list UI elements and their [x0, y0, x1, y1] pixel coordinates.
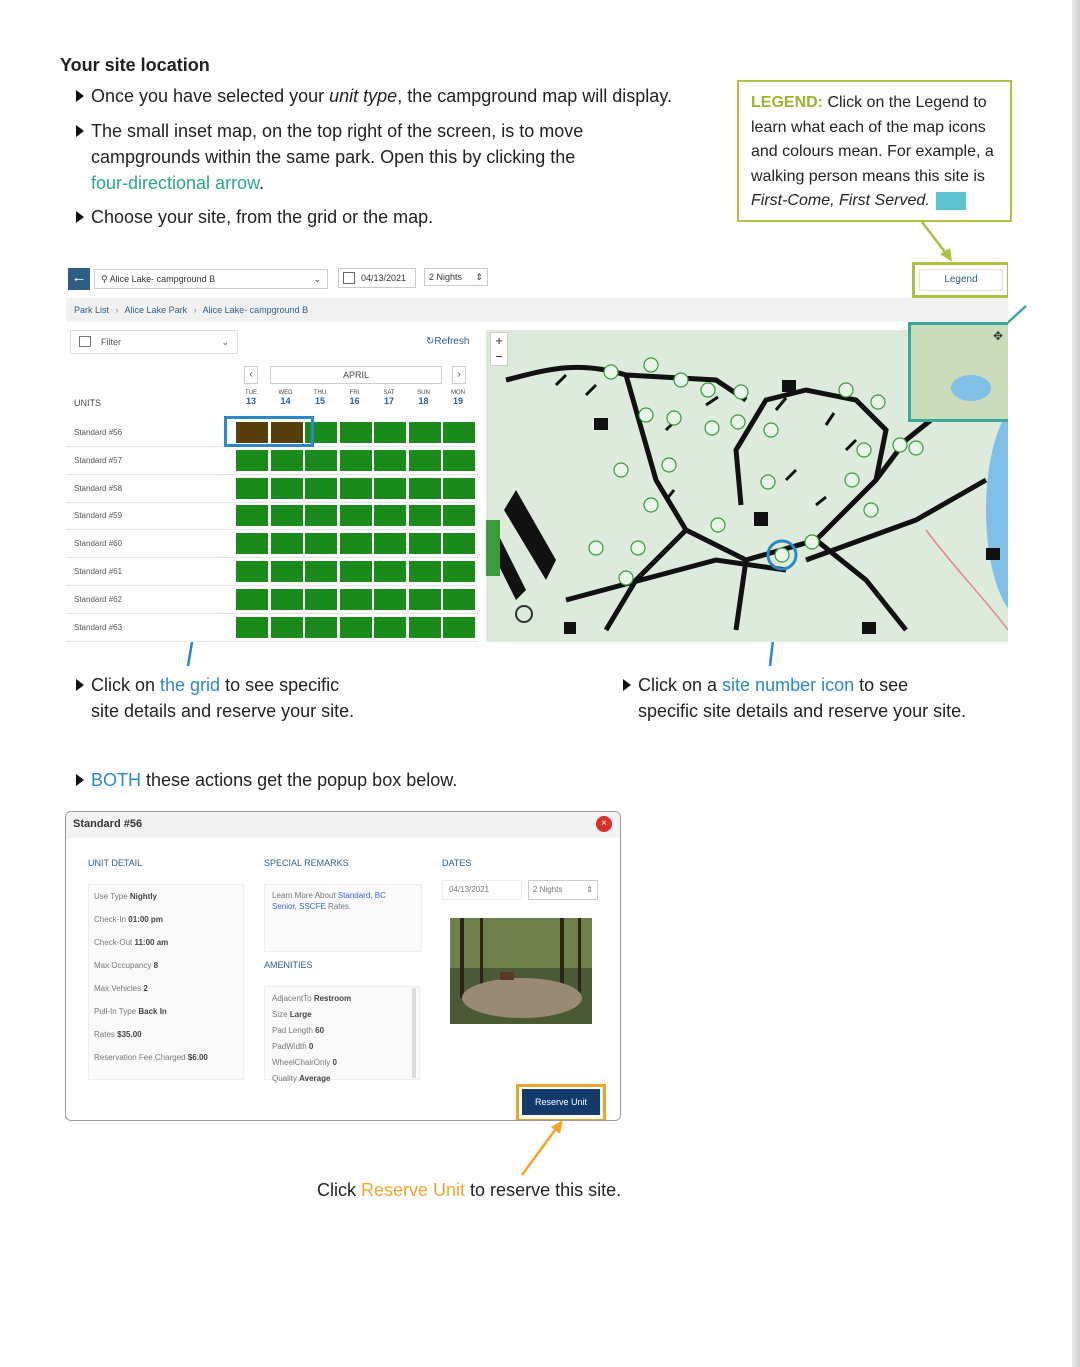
- availability-cell[interactable]: [305, 450, 337, 471]
- availability-cell[interactable]: [443, 478, 475, 499]
- day-name: MON: [451, 390, 465, 396]
- inset-map[interactable]: [908, 322, 1008, 422]
- unit-detail-item: Pull-In Type Back In: [94, 1007, 167, 1016]
- restroom-icon: [782, 380, 796, 392]
- row-divider: [66, 613, 478, 614]
- availability-cell[interactable]: [236, 617, 268, 638]
- row-divider: [66, 641, 478, 642]
- unit-detail-panel: [88, 884, 244, 1080]
- amenities-scrollbar[interactable]: [412, 988, 416, 1078]
- bullet-choose-site: Choose your site, from the grid or the map.: [76, 204, 433, 230]
- map-panel-toggle: [486, 520, 500, 576]
- availability-cell[interactable]: [271, 478, 303, 499]
- row-divider: [66, 557, 478, 558]
- restroom-icon: [594, 418, 608, 430]
- availability-cell[interactable]: [374, 533, 406, 554]
- availability-cell[interactable]: [409, 478, 441, 499]
- site-photo: [450, 918, 592, 1024]
- day-name: THU: [313, 390, 327, 396]
- unit-detail-item: Check-In 01:00 pm: [94, 915, 163, 924]
- availability-cell[interactable]: [305, 533, 337, 554]
- availability-cell[interactable]: [340, 505, 372, 526]
- day-number: 18: [418, 396, 429, 406]
- day-number: 16: [349, 396, 360, 406]
- legend-arrow: [922, 222, 948, 256]
- availability-cell[interactable]: [409, 617, 441, 638]
- row-divider: [66, 474, 478, 475]
- close-icon[interactable]: ×: [596, 816, 612, 832]
- unit-detail-item: Use Type Nightly: [94, 892, 157, 901]
- legend-button[interactable]: Legend: [919, 269, 1003, 291]
- breadcrumb-campground[interactable]: Alice Lake- campground B: [202, 305, 309, 315]
- availability-cell[interactable]: [374, 505, 406, 526]
- day-header: [234, 390, 268, 406]
- amenity-item: Pad Length 60: [272, 1026, 325, 1035]
- legend-callout-box: LEGEND: Click on the Legend to learn what each of the map icons and colours mean. For example, a walking person means this site is First-Come, First Served.: [737, 80, 1012, 222]
- day-header: [269, 390, 303, 406]
- next-month-button[interactable]: ›: [452, 366, 466, 384]
- day-number: 14: [280, 396, 291, 406]
- breadcrumb-park[interactable]: Alice Lake Park: [124, 305, 188, 315]
- availability-cell[interactable]: [443, 589, 475, 610]
- availability-cell[interactable]: [443, 561, 475, 582]
- amenity-item: PadWidth 0: [272, 1042, 314, 1051]
- breadcrumb: [66, 298, 1008, 322]
- day-header: [303, 390, 337, 406]
- day-number: 15: [314, 396, 325, 406]
- unit-detail-item: Reservation Fee Charged $6.00: [94, 1053, 208, 1062]
- day-name: SUN: [417, 390, 430, 396]
- units-column-header: UNITS: [74, 398, 101, 408]
- availability-cell[interactable]: [305, 561, 337, 582]
- popup-nights-select[interactable]: 2 Nights ⇕: [528, 880, 598, 900]
- availability-cell[interactable]: [236, 450, 268, 471]
- amenities-header: AMENITIES: [264, 960, 313, 970]
- unit-row-label[interactable]: Standard #58: [74, 483, 123, 493]
- availability-cell[interactable]: [340, 533, 372, 554]
- availability-cell[interactable]: [340, 561, 372, 582]
- caption-both-actions: BOTH these actions get the popup box below.: [76, 767, 457, 793]
- unit-detail-item: Max Vehicles 2: [94, 984, 148, 993]
- amenity-item: WheelChairOnly 0: [272, 1058, 337, 1067]
- phone-icon: [564, 622, 576, 634]
- unit-popup: [65, 811, 621, 1121]
- legend-arrow-head: [940, 248, 952, 262]
- bullet-triangle-icon: [76, 774, 84, 786]
- availability-cell[interactable]: [305, 505, 337, 526]
- bullet-inset-map: The small inset map, on the top right of the screen, is to move campgrounds within the same park. Open this by clicking the four-directional arrow.: [76, 118, 583, 196]
- popup-title: Standard #56: [66, 812, 621, 838]
- availability-cell[interactable]: [443, 533, 475, 554]
- availability-cell[interactable]: [374, 561, 406, 582]
- availability-cell[interactable]: [271, 505, 303, 526]
- availability-cell[interactable]: [409, 589, 441, 610]
- availability-cell[interactable]: [236, 533, 268, 554]
- unit-detail-item: Max Occupancy 8: [94, 961, 159, 970]
- day-name: WED: [278, 390, 293, 396]
- caption-grid: Click on the grid to see specific site details and reserve your site.: [76, 672, 354, 724]
- availability-cell[interactable]: [443, 505, 475, 526]
- unit-row-label[interactable]: Standard #56: [74, 428, 123, 437]
- availability-cell[interactable]: [374, 617, 406, 638]
- zoom-control[interactable]: + −: [490, 332, 508, 366]
- unit-row-label[interactable]: Standard #57: [74, 455, 123, 465]
- availability-cell[interactable]: [340, 478, 372, 499]
- compass-icon: [516, 606, 532, 622]
- availability-cell[interactable]: [271, 533, 303, 554]
- refresh-icon: ↻: [426, 336, 435, 347]
- back-arrow-icon[interactable]: ←: [68, 268, 90, 290]
- row-divider: [66, 502, 478, 503]
- row-divider: [66, 585, 478, 586]
- chevron-down-icon: ⌄: [221, 337, 229, 347]
- availability-cell[interactable]: [443, 617, 475, 638]
- reserve-unit-button[interactable]: Reserve Unit: [522, 1089, 600, 1115]
- stepper-icon: ⇕: [586, 885, 593, 894]
- availability-cell[interactable]: [374, 589, 406, 610]
- popup-date-input[interactable]: 04/13/2021: [442, 880, 522, 900]
- arrival-date-input[interactable]: 04/13/2021: [338, 268, 416, 288]
- amenity-item: Size Large: [272, 1010, 312, 1019]
- availability-cell[interactable]: [409, 450, 441, 471]
- day-number: 13: [245, 396, 256, 406]
- day-name: FRI: [349, 390, 360, 396]
- breadcrumb-separator: ›: [115, 305, 119, 315]
- section-heading: Your site location: [60, 55, 210, 75]
- amenity-item: Quality Average: [272, 1074, 331, 1083]
- campsite-photo-image: [450, 918, 592, 1024]
- filter-icon: [79, 336, 91, 347]
- refresh-button[interactable]: ↻Refresh: [426, 336, 470, 347]
- day-header: [338, 390, 372, 406]
- campground-select[interactable]: ⚲ Alice Lake- campground B ⌄: [94, 269, 328, 289]
- filter-dropdown[interactable]: Filter ⌄: [70, 330, 238, 354]
- dates-header: DATES: [442, 858, 472, 868]
- four-directional-arrow-link: four-directional arrow: [91, 173, 260, 193]
- bullet-unit-type: Once you have selected your unit type, the campground map will display.: [76, 83, 672, 109]
- row-divider: [66, 529, 478, 530]
- availability-cell[interactable]: [271, 561, 303, 582]
- calendar-icon: [343, 272, 355, 284]
- caption-reserve: Click Reserve Unit to reserve this site.: [317, 1180, 622, 1200]
- availability-cell[interactable]: [271, 450, 303, 471]
- availability-cell[interactable]: [409, 533, 441, 554]
- availability-cell[interactable]: [340, 589, 372, 610]
- chevron-down-icon: ⌄: [313, 274, 321, 284]
- availability-cell[interactable]: [340, 617, 372, 638]
- day-number: 19: [452, 396, 463, 406]
- unit-detail-item: Check-Out 11:00 am: [94, 938, 169, 947]
- availability-cell[interactable]: [443, 450, 475, 471]
- unit-detail-header: UNIT DETAIL: [88, 858, 143, 868]
- availability-cell[interactable]: [271, 589, 303, 610]
- availability-cell[interactable]: [443, 422, 475, 443]
- month-label: APRIL: [270, 366, 442, 384]
- availability-cell[interactable]: [374, 450, 406, 471]
- day-name: TUE: [245, 390, 257, 396]
- availability-cell[interactable]: [340, 422, 372, 443]
- availability-cell[interactable]: [305, 617, 337, 638]
- legend-button-highlight: [912, 262, 1008, 298]
- rates-link[interactable]: Standard, BC Senior, SSCFE: [272, 891, 386, 911]
- availability-cell[interactable]: [236, 505, 268, 526]
- restroom-icon: [862, 622, 876, 634]
- day-name: SAT: [383, 390, 395, 396]
- special-remarks-text: Learn More About Standard, BC Senior, SSCFE Rates.: [272, 891, 386, 911]
- unit-detail-item: Rates $35.00: [94, 1030, 142, 1039]
- availability-cell[interactable]: [236, 561, 268, 582]
- availability-cell[interactable]: [305, 589, 337, 610]
- four-directional-arrow-icon[interactable]: ✥: [992, 329, 1003, 343]
- prev-month-button[interactable]: ‹: [244, 366, 258, 384]
- amenity-item: AdjacentTo Restroom: [272, 994, 352, 1003]
- availability-cell[interactable]: [374, 422, 406, 443]
- grid-selection-highlight: [224, 416, 314, 447]
- unit-row-label[interactable]: Standard #60: [74, 539, 123, 549]
- availability-cell[interactable]: [236, 478, 268, 499]
- breadcrumb-park-list[interactable]: Park List: [74, 305, 110, 315]
- breadcrumb-separator: ›: [193, 305, 197, 315]
- availability-cell[interactable]: [409, 422, 441, 443]
- availability-cell[interactable]: [374, 478, 406, 499]
- bullet-triangle-icon: [623, 679, 631, 691]
- special-remarks-header: SPECIAL REMARKS: [264, 858, 349, 868]
- day-header: [441, 390, 475, 406]
- stepper-icon: ⇕: [475, 272, 483, 282]
- unit-row-label[interactable]: Standard #61: [74, 567, 123, 576]
- day-header: [407, 390, 441, 406]
- unit-row-label[interactable]: Standard #59: [74, 511, 123, 521]
- caption-site-icon: Click on a site number icon to see specific site details and reserve your site.: [623, 672, 966, 724]
- day-header: [372, 390, 406, 406]
- facility-icon: [754, 512, 768, 526]
- availability-cell[interactable]: [409, 561, 441, 582]
- availability-cell[interactable]: [305, 478, 337, 499]
- reservation-app-screenshot: [66, 262, 1008, 642]
- reserve-arrow: [522, 1126, 558, 1175]
- availability-cell[interactable]: [236, 589, 268, 610]
- swimming-icon: [986, 548, 1000, 560]
- bullet-triangle-icon: [76, 679, 84, 691]
- unit-row-label[interactable]: Standard #63: [74, 622, 123, 632]
- availability-cell[interactable]: [409, 505, 441, 526]
- availability-cell[interactable]: [340, 450, 372, 471]
- unit-row-label[interactable]: Standard #62: [74, 594, 123, 604]
- nights-select[interactable]: 2 Nights ⇕: [424, 268, 488, 286]
- availability-cell[interactable]: [271, 617, 303, 638]
- day-number: 17: [383, 396, 394, 406]
